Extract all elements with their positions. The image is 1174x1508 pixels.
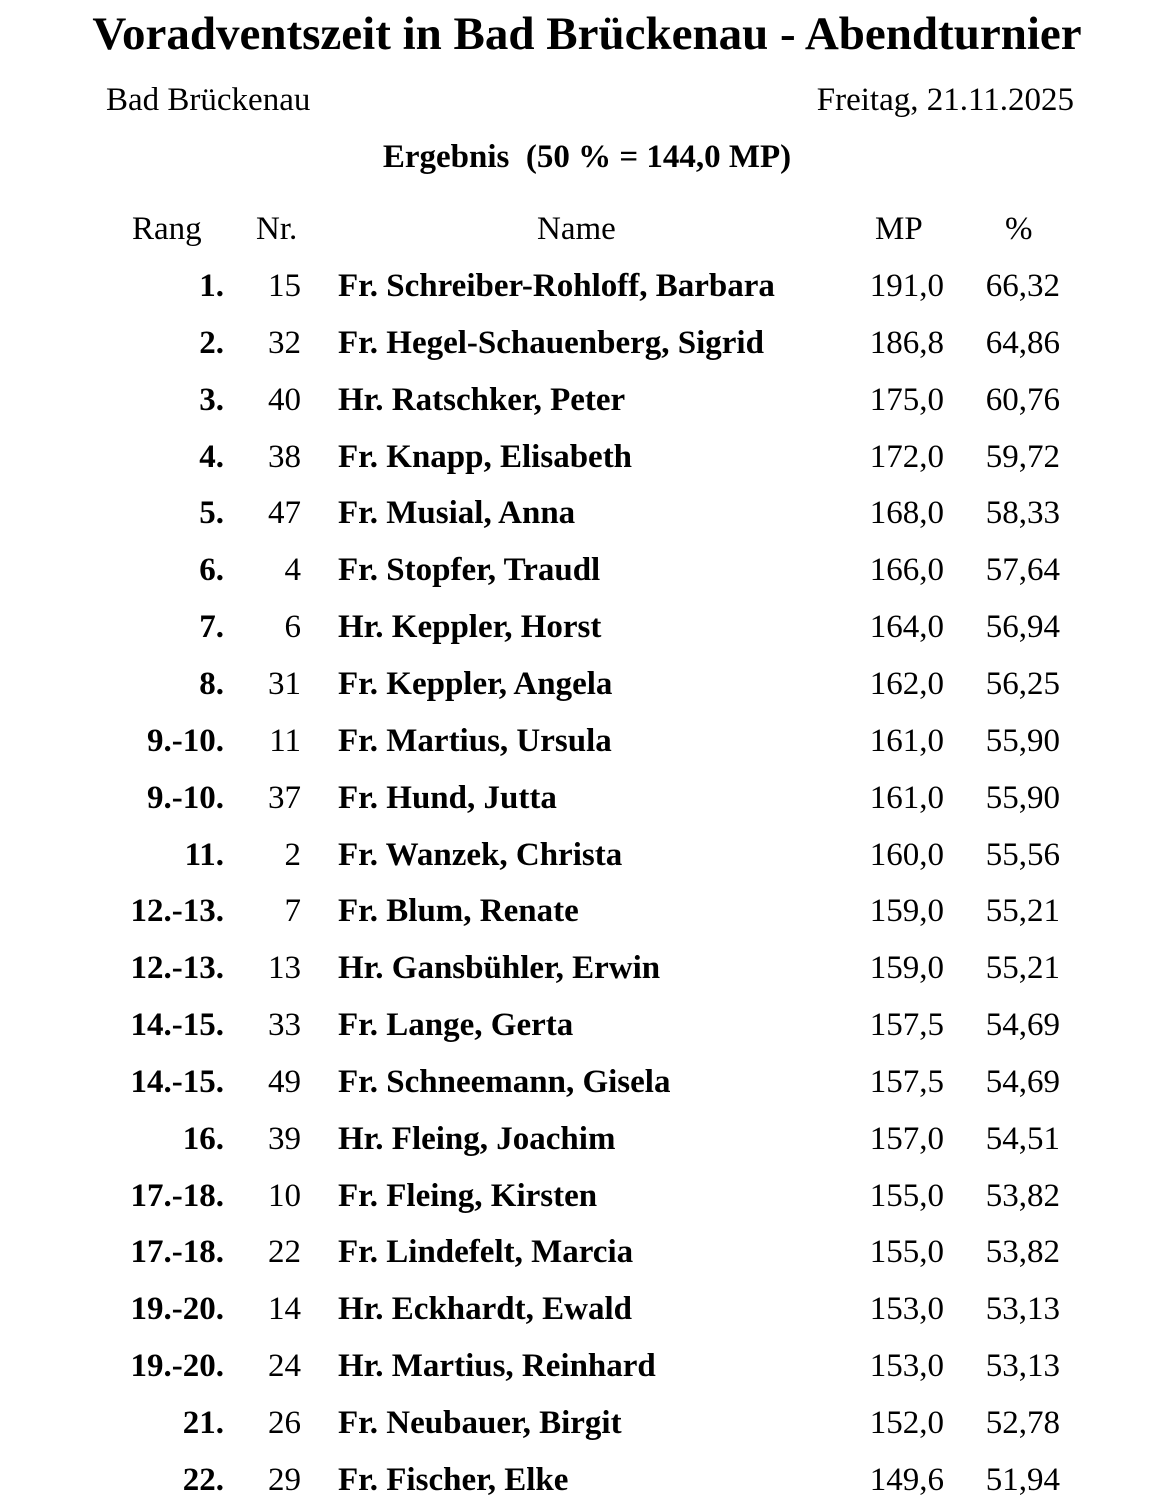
number-cell: 13 — [268, 950, 301, 987]
name-cell: Fr. Neubauer, Birgit — [338, 1405, 622, 1441]
number-cell: 49 — [268, 1063, 301, 1100]
mp-cell: 149,6 — [869, 1461, 944, 1498]
rank-cell: 17.-18. — [130, 1234, 224, 1271]
table-row — [0, 883, 1174, 939]
mp-cell: 191,0 — [869, 268, 944, 304]
number-cell: 32 — [268, 324, 301, 361]
rank-cell: 19.-20. — [130, 1348, 224, 1385]
number-cell: 24 — [268, 1348, 301, 1385]
rank-cell: 1. — [199, 268, 224, 304]
table-row — [0, 542, 1174, 598]
percent-cell: 66,32 — [985, 268, 1060, 304]
number-cell: 29 — [268, 1461, 301, 1498]
number-cell: 26 — [268, 1405, 301, 1441]
name-cell: Fr. Hund, Jutta — [338, 779, 557, 816]
percent-cell: 53,82 — [985, 1177, 1060, 1214]
mp-cell: 162,0 — [869, 665, 944, 702]
number-cell: 7 — [284, 893, 301, 930]
table-row — [0, 315, 1174, 371]
percent-cell: 55,21 — [985, 950, 1060, 987]
rank-cell: 19.-20. — [130, 1291, 224, 1328]
table-row — [0, 1054, 1174, 1110]
page-title: Voradventszeit in Bad Brückenau - Abendturnier — [92, 8, 1082, 60]
table-row — [0, 940, 1174, 996]
rank-cell: 7. — [199, 609, 224, 646]
percent-cell: 64,86 — [985, 324, 1060, 361]
percent-cell: 53,13 — [985, 1348, 1060, 1385]
table-row — [0, 1338, 1174, 1394]
percent-cell: 54,69 — [985, 1063, 1060, 1100]
rank-cell: 16. — [182, 1120, 224, 1157]
percent-cell: 52,78 — [985, 1405, 1060, 1441]
date-label: Freitag, 21.11.2025 — [816, 82, 1074, 118]
number-cell: 14 — [268, 1291, 301, 1328]
rank-cell: 8. — [199, 665, 224, 702]
percent-cell: 56,25 — [985, 665, 1060, 702]
rank-cell: 11. — [184, 836, 224, 873]
table-row — [0, 1452, 1174, 1508]
percent-cell: 53,13 — [985, 1291, 1060, 1328]
percent-cell: 57,64 — [985, 552, 1060, 589]
rank-cell: 22. — [182, 1461, 224, 1498]
name-cell: Fr. Blum, Renate — [338, 893, 579, 930]
mp-cell: 159,0 — [869, 893, 944, 930]
percent-cell: 54,69 — [985, 1007, 1060, 1044]
table-row — [0, 656, 1174, 712]
mp-cell: 157,5 — [869, 1007, 944, 1044]
number-cell: 2 — [284, 836, 301, 873]
name-cell: Fr. Wanzek, Christa — [338, 836, 623, 873]
name-cell: Fr. Knapp, Elisabeth — [338, 438, 633, 475]
rank-cell: 14.-15. — [130, 1007, 224, 1044]
percent-cell: 55,56 — [985, 836, 1060, 873]
table-row — [0, 827, 1174, 883]
name-cell: Fr. Schreiber-Rohloff, Barbara — [338, 268, 775, 304]
mp-cell: 159,0 — [869, 950, 944, 987]
percent-cell: 56,94 — [985, 609, 1060, 646]
percent-cell: 53,82 — [985, 1234, 1060, 1271]
percent-cell: 58,33 — [985, 495, 1060, 532]
rank-cell: 9.-10. — [147, 779, 224, 816]
mp-cell: 161,0 — [869, 722, 944, 759]
mp-cell: 153,0 — [869, 1348, 944, 1385]
table-row — [0, 713, 1174, 769]
mp-cell: 155,0 — [869, 1177, 944, 1214]
mp-cell: 172,0 — [869, 438, 944, 475]
number-cell: 40 — [268, 381, 301, 418]
percent-cell: 59,72 — [985, 438, 1060, 475]
rank-cell: 5. — [199, 495, 224, 532]
table-row — [0, 1281, 1174, 1337]
mp-cell: 160,0 — [869, 836, 944, 873]
mp-cell: 157,5 — [869, 1063, 944, 1100]
table-row — [0, 1224, 1174, 1280]
number-cell: 6 — [284, 609, 301, 646]
number-cell: 15 — [268, 268, 301, 304]
table-row — [0, 1111, 1174, 1167]
number-cell: 38 — [268, 438, 301, 475]
table-row — [0, 485, 1174, 541]
number-cell: 31 — [268, 665, 301, 702]
name-cell: Hr. Eckhardt, Ewald — [338, 1291, 633, 1328]
number-cell: 22 — [268, 1234, 301, 1271]
name-cell: Fr. Schneemann, Gisela — [338, 1063, 671, 1100]
name-cell: Fr. Musial, Anna — [338, 495, 576, 532]
table-row — [0, 258, 1174, 314]
mp-cell: 186,8 — [869, 324, 944, 361]
rank-cell: 4. — [199, 438, 224, 475]
name-cell: Fr. Fleing, Kirsten — [338, 1177, 598, 1214]
number-cell: 10 — [268, 1177, 301, 1214]
number-cell: 39 — [268, 1120, 301, 1157]
table-row — [0, 770, 1174, 826]
name-cell: Hr. Keppler, Horst — [338, 609, 602, 646]
name-cell: Fr. Lange, Gerta — [338, 1007, 574, 1044]
mp-cell: 157,0 — [869, 1120, 944, 1157]
percent-cell: 55,90 — [985, 722, 1060, 759]
table-row — [0, 429, 1174, 485]
percent-cell: 51,94 — [985, 1461, 1060, 1498]
column-header-nr: Nr. — [256, 211, 298, 247]
name-cell: Fr. Hegel-Schauenberg, Sigrid — [338, 324, 764, 361]
name-cell: Hr. Martius, Reinhard — [338, 1348, 656, 1385]
name-cell: Hr. Fleing, Joachim — [338, 1120, 616, 1157]
rank-cell: 21. — [182, 1405, 224, 1441]
percent-cell: 60,76 — [985, 381, 1060, 418]
result-heading: Ergebnis (50 % = 144,0 MP) — [382, 139, 792, 175]
number-cell: 4 — [284, 552, 301, 589]
table-row — [0, 1168, 1174, 1224]
number-cell: 33 — [268, 1007, 301, 1044]
number-cell: 37 — [268, 779, 301, 816]
column-header-mp: MP — [875, 211, 923, 247]
name-cell: Fr. Fischer, Elke — [338, 1461, 569, 1498]
mp-cell: 153,0 — [869, 1291, 944, 1328]
percent-cell: 54,51 — [985, 1120, 1060, 1157]
table-row — [0, 599, 1174, 655]
percent-cell: 55,21 — [985, 893, 1060, 930]
rank-cell: 12.-13. — [130, 893, 224, 930]
rank-cell: 12.-13. — [130, 950, 224, 987]
table-row — [0, 1395, 1174, 1451]
table-row — [0, 372, 1174, 428]
mp-cell: 168,0 — [869, 495, 944, 532]
name-cell: Hr. Ratschker, Peter — [338, 381, 626, 418]
mp-cell: 161,0 — [869, 779, 944, 816]
rank-cell: 17.-18. — [130, 1177, 224, 1214]
table-row — [0, 997, 1174, 1053]
rank-cell: 9.-10. — [147, 722, 224, 759]
number-cell: 47 — [268, 495, 301, 532]
rank-cell: 2. — [199, 324, 224, 361]
rank-cell: 6. — [199, 552, 224, 589]
mp-cell: 166,0 — [869, 552, 944, 589]
percent-cell: 55,90 — [985, 779, 1060, 816]
location-label: Bad Brückenau — [106, 82, 311, 118]
number-cell: 11 — [269, 722, 301, 759]
mp-cell: 152,0 — [869, 1405, 944, 1441]
column-header-name: Name — [537, 211, 616, 247]
mp-cell: 164,0 — [869, 609, 944, 646]
mp-cell: 155,0 — [869, 1234, 944, 1271]
name-cell: Hr. Gansbühler, Erwin — [338, 950, 661, 987]
name-cell: Fr. Stopfer, Traudl — [338, 552, 601, 589]
name-cell: Fr. Lindefelt, Marcia — [338, 1234, 634, 1271]
column-header-percent: % — [1005, 211, 1033, 247]
rank-cell: 3. — [199, 381, 224, 418]
mp-cell: 175,0 — [869, 381, 944, 418]
column-header-rank: Rang — [132, 211, 202, 247]
name-cell: Fr. Martius, Ursula — [338, 722, 612, 759]
rank-cell: 14.-15. — [130, 1063, 224, 1100]
name-cell: Fr. Keppler, Angela — [338, 665, 613, 702]
